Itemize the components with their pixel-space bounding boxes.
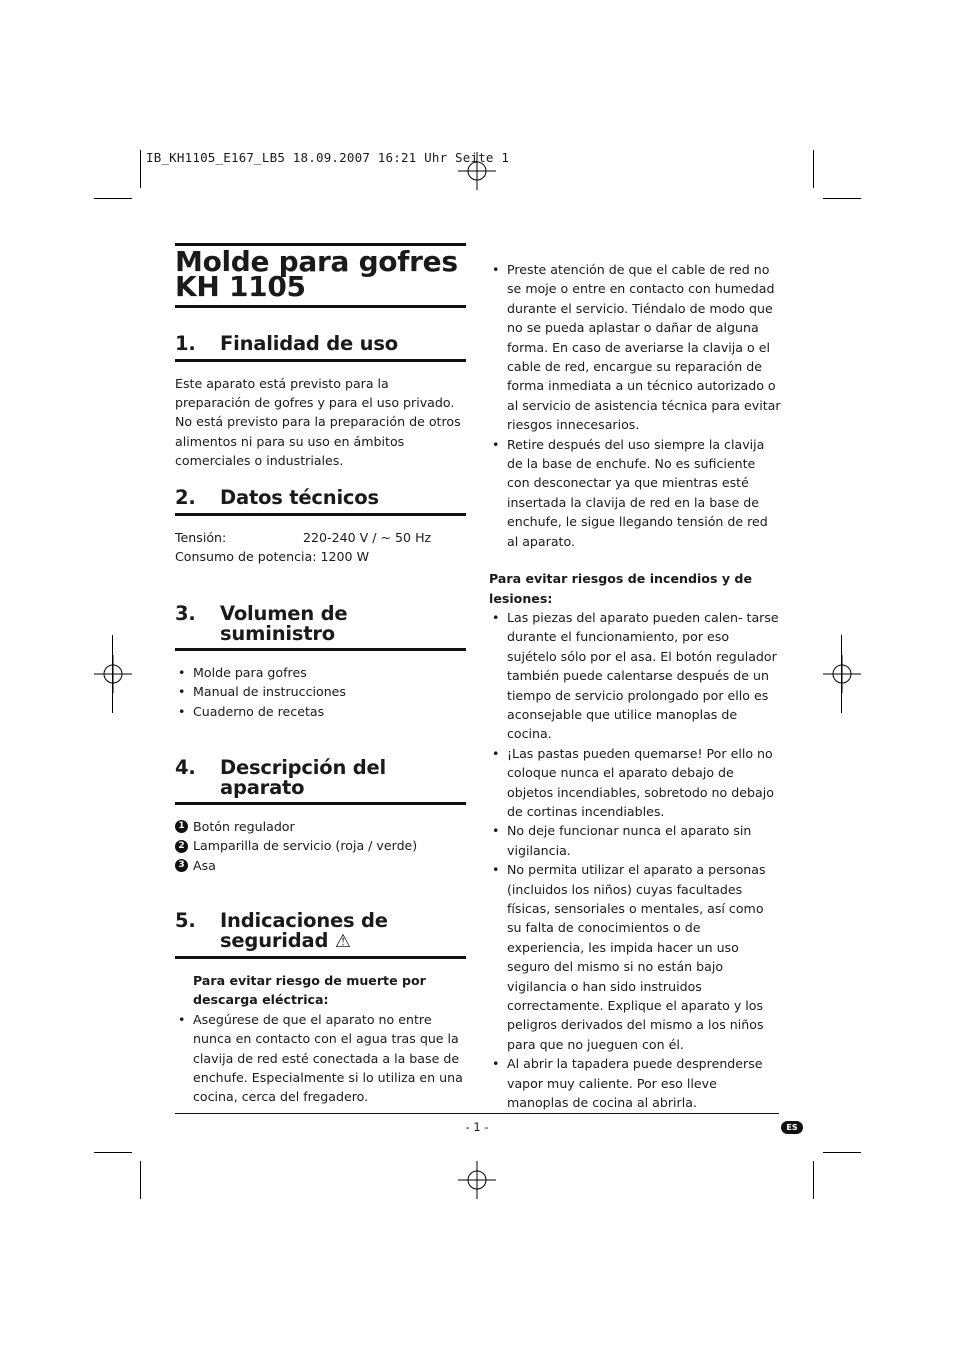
list-item: • Cuaderno de recetas	[175, 702, 466, 721]
section-number: 3.	[175, 602, 196, 625]
list-item: • Las piezas del aparato pueden calen- tarse durante el funcionamiento, por eso sujételo sólo por el asa. El botón regulador también puede calentarse después de un tiempo de servicio prolongado por ello es aconsejable que utilice manoplas de cocina.	[489, 608, 781, 744]
section-heading	[175, 911, 466, 959]
crop-mark	[140, 150, 141, 188]
part-item	[175, 817, 466, 836]
section-datos-tecnicos	[175, 488, 466, 566]
crop-mark	[823, 198, 861, 199]
section-heading	[175, 488, 466, 516]
crop-mark	[813, 150, 814, 188]
list-item: • Preste atención de que el cable de red no se moje o entre en contacto con humedad durante el servicio. Tiéndalo de modo que no se pueda aplastar o dañar de alguna forma. En caso de averiarse la clavija o el cable de red, encargue su reparación de forma inmediata a un técnico autorizado o al servicio de asistencia técnica para evitar riesgos innecesarios.	[489, 260, 781, 435]
registration-mark	[94, 655, 132, 693]
list-item: • Manual de instrucciones	[175, 682, 466, 701]
subheading: Para evitar riesgo de muerte por descarga eléctrica:	[193, 973, 426, 1008]
number-badge-icon: 1	[175, 820, 188, 833]
crop-mark	[94, 198, 132, 199]
paragraph: Este aparato está previsto para la preparación de gofres y para el uso privado. No está previsto para la preparación de otros alimentos ni para su uso en ámbitos comerciales o industriales.	[175, 375, 461, 469]
print-slug: IB_KH1105_E167_LB5 18.09.2007 16:21 Uhr Seite 1	[146, 150, 510, 165]
crop-mark	[813, 1161, 814, 1199]
section-heading	[175, 334, 466, 362]
section-number: 1.	[175, 332, 196, 355]
title-line-1: Molde para gofres	[175, 245, 458, 278]
part-label: Asa	[193, 857, 216, 873]
page-number: - 1 -	[465, 1120, 489, 1134]
language-badge: ES	[781, 1121, 803, 1134]
section-heading	[175, 758, 466, 805]
subheading: Para evitar riesgos de incendios y de lesiones:	[489, 571, 752, 606]
section-finalidad	[175, 334, 466, 471]
registration-mark	[458, 152, 496, 190]
crop-mark	[94, 1152, 132, 1153]
list-item: • No deje funcionar nunca el aparato sin vigilancia.	[489, 821, 781, 860]
spec-label: Tensión:	[175, 529, 227, 545]
list-item: • ¡Las pastas pueden quemarse! Por ello no coloque nunca el aparato debajo de objetos incendiables, sobretodo no debajo de cortinas incendiables.	[489, 744, 781, 822]
section-volumen-suministro	[175, 604, 466, 721]
section-number: 4.	[175, 756, 196, 779]
section-seguridad	[175, 911, 466, 1107]
part-item	[175, 856, 466, 875]
list-item: • Asegúrese de que el aparato no entre nunca en contacto con el agua tras que la clavija de red esté conectada a la base de enchufe. Especialmente si lo utiliza en una cocina, cerca del fregadero.	[175, 1010, 466, 1107]
crop-mark	[841, 635, 842, 713]
number-badge-icon: 2	[175, 840, 188, 853]
spec-row	[175, 547, 466, 566]
list-item: • Molde para gofres	[175, 663, 466, 682]
registration-mark	[823, 655, 861, 693]
list-item: • Al abrir la tapadera puede desprenderse vapor muy caliente. Por eso lleve manoplas de cocina al abrirla.	[489, 1054, 781, 1112]
part-label: Lamparilla de servicio (roja / verde)	[193, 838, 418, 854]
section-title: Datos técnicos	[220, 486, 379, 509]
list-item: • No permita utilizar el aparato a personas (incluidos los niños) cuyas facultades físicas, sensoriales o mentales, así como su falta de conocimientos o de experiencia, les impida hacer un uso seguro del mismo si no están bajo vigilancia o han sido instruidos correctamente. Explique el aparato y los peligros derivados del mismo a los niños para que no jueguen con él.	[489, 860, 781, 1054]
section-descripcion	[175, 758, 466, 875]
section-title	[220, 911, 466, 951]
crop-mark	[112, 635, 113, 713]
section-number: 2.	[175, 486, 196, 509]
list-item: • Retire después del uso siempre la clavija de la base de enchufe. No es suficiente con desconectar ya que mientras esté insertada la clavija de red en la base de enchufe, le sigue llegando tensión de red al aparato.	[489, 435, 781, 551]
footer-rule	[175, 1113, 779, 1114]
title-line-2: KH 1105	[175, 270, 306, 303]
number-badge-icon: 3	[175, 859, 188, 872]
spec-value: 1200 W	[320, 548, 370, 564]
crop-mark	[823, 1152, 861, 1153]
spec-value: 220-240 V / ~ 50 Hz	[303, 529, 432, 545]
spec-row	[175, 528, 466, 547]
section-title: Volumen de suministro	[220, 602, 348, 645]
crop-mark	[140, 1161, 141, 1199]
warning-icon: ⚠	[334, 930, 351, 952]
right-column	[489, 260, 781, 1112]
document-title	[175, 243, 466, 308]
section-heading	[175, 604, 466, 651]
part-item	[175, 836, 466, 855]
section-title-text: Indicaciones de seguridad	[220, 909, 388, 952]
section-title: Descripción del aparato	[220, 756, 387, 799]
section-number: 5.	[175, 909, 196, 932]
part-label: Botón regulador	[193, 819, 295, 834]
registration-mark	[458, 1161, 496, 1199]
section-title: Finalidad de uso	[220, 332, 398, 355]
spec-label: Consumo de potencia:	[175, 548, 317, 564]
